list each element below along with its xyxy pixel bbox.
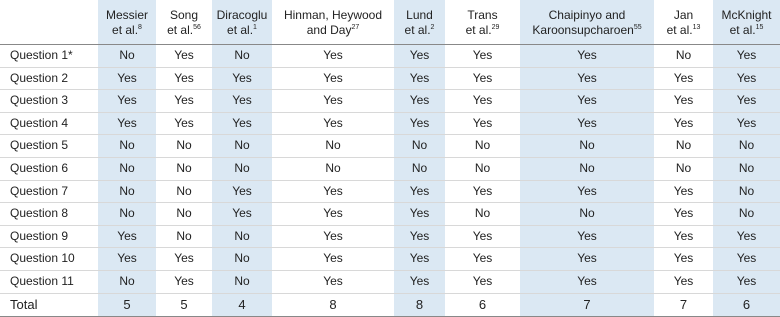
table-cell: Yes [520, 248, 654, 271]
table-cell: Yes [156, 67, 212, 90]
column-header-line1: McKnight [721, 7, 772, 22]
column-header-line1: Chaipinyo and [548, 7, 626, 22]
table-cell: Yes [713, 45, 780, 68]
total-cell: 7 [654, 293, 713, 316]
table-cell: Yes [654, 67, 713, 90]
table-cell: Yes [212, 180, 272, 203]
table-cell: Yes [713, 67, 780, 90]
column-header [98, 0, 156, 45]
table-cell: Yes [394, 90, 445, 113]
table-cell: Yes [212, 67, 272, 90]
table-cell: No [445, 135, 520, 158]
table-cell: No [212, 248, 272, 271]
table-cell: Yes [272, 225, 394, 248]
column-header-line2-wrap [713, 23, 780, 38]
table-row [0, 203, 780, 226]
total-cell: 8 [394, 293, 445, 316]
reference-superscript: 2 [430, 23, 435, 31]
column-header-line2-wrap [272, 23, 394, 38]
table-cell: Yes [445, 90, 520, 113]
corner-cell [0, 0, 98, 45]
table-cell: Yes [713, 225, 780, 248]
table-cell: Yes [156, 270, 212, 293]
column-header-line2: et al. [729, 22, 756, 37]
table-row [0, 225, 780, 248]
column-header-line1: Song [169, 7, 199, 22]
table-cell: Yes [272, 112, 394, 135]
row-label: Question 11 [0, 270, 98, 293]
reference-superscript: 8 [138, 23, 142, 31]
row-label: Question 5 [0, 135, 98, 158]
table-cell: Yes [445, 45, 520, 68]
table-cell: Yes [713, 248, 780, 271]
row-label: Question 9 [0, 225, 98, 248]
table-cell: Yes [272, 45, 394, 68]
table-cell: No [654, 45, 713, 68]
reference-superscript: 15 [755, 23, 764, 31]
table-cell: No [156, 180, 212, 203]
column-header-line2-wrap [520, 23, 654, 38]
table-cell: No [272, 157, 394, 180]
table-cell: Yes [394, 67, 445, 90]
column-header-line2-wrap [212, 23, 272, 38]
table-cell: Yes [272, 203, 394, 226]
table-cell: Yes [394, 225, 445, 248]
reference-superscript: 13 [692, 23, 701, 31]
column-header-line2: et al. [404, 22, 431, 37]
table-cell: No [654, 157, 713, 180]
table-cell: Yes [394, 203, 445, 226]
column-header-line1: Messier [105, 7, 148, 22]
table-cell: No [520, 135, 654, 158]
table-cell: Yes [713, 112, 780, 135]
table-cell: Yes [394, 45, 445, 68]
table-row [0, 248, 780, 271]
table-row [0, 135, 780, 158]
column-header-line2-wrap [156, 23, 212, 38]
column-header-line2: et al. [666, 22, 693, 37]
table-cell: Yes [445, 112, 520, 135]
table-cell: Yes [713, 90, 780, 113]
table-cell: Yes [654, 180, 713, 203]
column-header-line1: Hinman, Heywood [283, 7, 383, 22]
total-cell: 5 [156, 293, 212, 316]
table-cell: No [445, 157, 520, 180]
table-cell: No [713, 157, 780, 180]
table-cell: Yes [520, 45, 654, 68]
column-header-line1: Jan [673, 7, 694, 22]
row-label: Question 2 [0, 67, 98, 90]
table-cell: Yes [394, 180, 445, 203]
table-cell: Yes [98, 112, 156, 135]
total-cell: 6 [445, 293, 520, 316]
table-cell: No [272, 135, 394, 158]
total-cell: 8 [272, 293, 394, 316]
table-cell: No [98, 270, 156, 293]
table-cell: No [212, 45, 272, 68]
table-cell: No [98, 180, 156, 203]
table-cell: Yes [98, 67, 156, 90]
table-cell: No [445, 203, 520, 226]
column-header-line2: et al. [112, 22, 139, 37]
column-header [212, 0, 272, 45]
table-cell: No [212, 225, 272, 248]
table-cell: Yes [156, 248, 212, 271]
row-label: Question 4 [0, 112, 98, 135]
table-cell: No [156, 157, 212, 180]
table-row [0, 180, 780, 203]
table-cell: No [520, 203, 654, 226]
table-cell: Yes [520, 67, 654, 90]
row-label: Question 7 [0, 180, 98, 203]
table-cell: No [212, 270, 272, 293]
table-cell: Yes [394, 270, 445, 293]
table-cell: Yes [98, 225, 156, 248]
table-cell: Yes [445, 270, 520, 293]
table-cell: Yes [212, 112, 272, 135]
reference-superscript: 55 [633, 23, 642, 31]
total-cell: 6 [713, 293, 780, 316]
table-cell: Yes [654, 270, 713, 293]
header-row [0, 0, 780, 45]
row-label: Question 3 [0, 90, 98, 113]
table-cell: No [212, 135, 272, 158]
table-row [0, 112, 780, 135]
reference-superscript: 56 [193, 23, 201, 31]
table-row [0, 270, 780, 293]
table-cell: Yes [520, 270, 654, 293]
row-label: Question 1* [0, 45, 98, 68]
column-header-line2: et al. [167, 22, 194, 37]
column-header [713, 0, 780, 45]
row-label: Question 8 [0, 203, 98, 226]
table-cell: No [98, 203, 156, 226]
column-header-line2-wrap [98, 23, 156, 38]
table-cell: No [156, 225, 212, 248]
table-cell: Yes [272, 180, 394, 203]
table-cell: Yes [713, 270, 780, 293]
total-label: Total [0, 293, 98, 316]
reference-superscript: 1 [253, 23, 257, 31]
column-header-line2: and Day [306, 22, 352, 37]
table-cell: Yes [445, 248, 520, 271]
table-cell: No [156, 135, 212, 158]
table-cell: Yes [654, 248, 713, 271]
table-cell: No [212, 157, 272, 180]
total-cell: 5 [98, 293, 156, 316]
table-cell: Yes [394, 112, 445, 135]
table-cell: No [156, 203, 212, 226]
table-cell: Yes [654, 203, 713, 226]
row-label: Question 10 [0, 248, 98, 271]
reference-superscript: 27 [351, 23, 360, 31]
column-header-line2: Karoonsupcharoen [532, 22, 634, 37]
reference-superscript: 29 [491, 23, 500, 31]
table-cell: Yes [445, 225, 520, 248]
column-header [156, 0, 212, 45]
table-cell: Yes [156, 45, 212, 68]
table-cell: Yes [272, 90, 394, 113]
table-cell: Yes [654, 112, 713, 135]
table-cell: Yes [654, 225, 713, 248]
column-header-line2: et al. [465, 22, 492, 37]
column-header [520, 0, 654, 45]
table-cell: Yes [394, 248, 445, 271]
table-cell: Yes [272, 67, 394, 90]
table-row [0, 67, 780, 90]
table-cell: No [394, 135, 445, 158]
table-cell: Yes [156, 112, 212, 135]
table-cell: No [520, 157, 654, 180]
table-cell: No [654, 135, 713, 158]
column-header [272, 0, 394, 45]
table-cell: No [713, 135, 780, 158]
table-cell: No [98, 45, 156, 68]
column-header-line2: et al. [227, 22, 254, 37]
table-cell: Yes [520, 180, 654, 203]
column-header-line2-wrap [445, 23, 520, 38]
table-cell: Yes [445, 67, 520, 90]
table-cell: Yes [272, 248, 394, 271]
table-cell: No [713, 180, 780, 203]
column-header-line1: Diracoglu [216, 7, 268, 22]
column-header-line1: Trans [467, 7, 498, 22]
table-cell: Yes [272, 270, 394, 293]
table-cell: No [713, 203, 780, 226]
table-cell: Yes [98, 90, 156, 113]
column-header-line2-wrap [654, 23, 713, 38]
table-cell: Yes [520, 90, 654, 113]
table-row [0, 157, 780, 180]
table-row [0, 45, 780, 68]
table-cell: Yes [212, 203, 272, 226]
column-header [654, 0, 713, 45]
table-cell: Yes [520, 225, 654, 248]
column-header [394, 0, 445, 45]
table-row [0, 90, 780, 113]
table-cell: No [394, 157, 445, 180]
table-cell: Yes [654, 90, 713, 113]
total-cell: 7 [520, 293, 654, 316]
column-header [445, 0, 520, 45]
table-cell: Yes [98, 248, 156, 271]
table-cell: Yes [212, 90, 272, 113]
column-header-line1: Lund [406, 7, 433, 22]
column-header-line2-wrap [394, 23, 445, 38]
table-body [0, 45, 780, 317]
total-cell: 4 [212, 293, 272, 316]
table-cell: No [98, 135, 156, 158]
table-cell: Yes [520, 112, 654, 135]
table-header [0, 0, 780, 45]
table-cell: No [98, 157, 156, 180]
total-row [0, 293, 780, 316]
table-cell: Yes [156, 90, 212, 113]
table-cell: Yes [445, 180, 520, 203]
row-label: Question 6 [0, 157, 98, 180]
